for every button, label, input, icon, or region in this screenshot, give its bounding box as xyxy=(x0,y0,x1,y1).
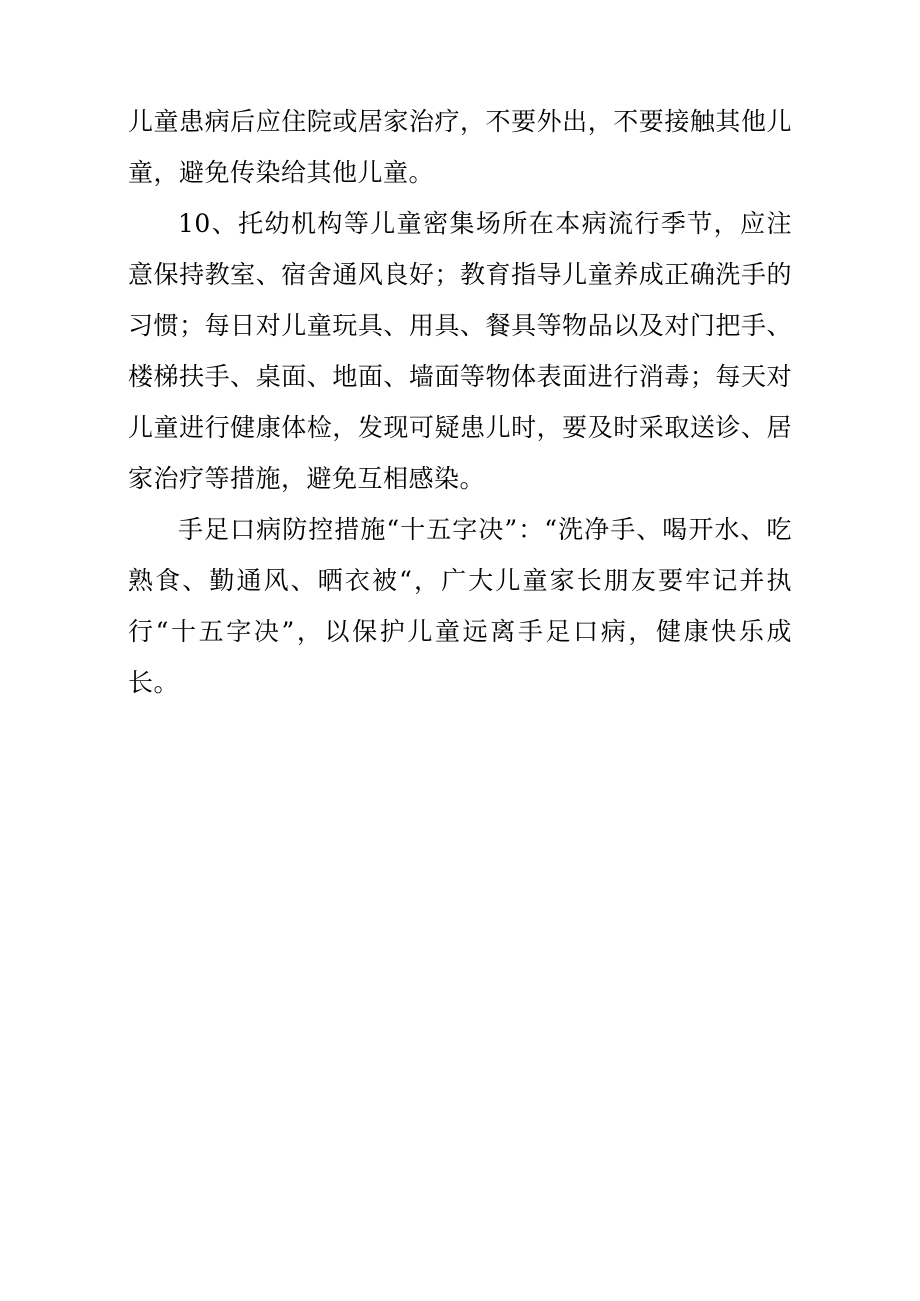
paragraph-continued: 儿童患病后应住院或居家治疗，不要外出，不要接触其他儿童，避免传染给其他儿童。 xyxy=(128,107,792,187)
document-body xyxy=(128,96,792,708)
paragraph-slogan: 手足口病防控措施“十五字决”：“洗净手、喝开水、吃熟食、勤通风、晒衣被“，广大儿童家长朋友要牢记并执行“十五字决”，以保护儿童远离手足口病，健康快乐成长。 xyxy=(128,515,792,697)
paragraph-item-10: 10、托幼机构等儿童密集场所在本病流行季节，应注意保持教室、宿舍通风良好；教育指导儿童养成正确洗手的习惯；每日对儿童玩具、用具、餐具等物品以及对门把手、楼梯扶手、桌面、地面、墙面等物体表面进行消毒；每天对儿童进行健康体检，发现可疑患儿时，要及时采取送诊、居家治疗等措施，避免互相感染。 xyxy=(128,209,792,493)
